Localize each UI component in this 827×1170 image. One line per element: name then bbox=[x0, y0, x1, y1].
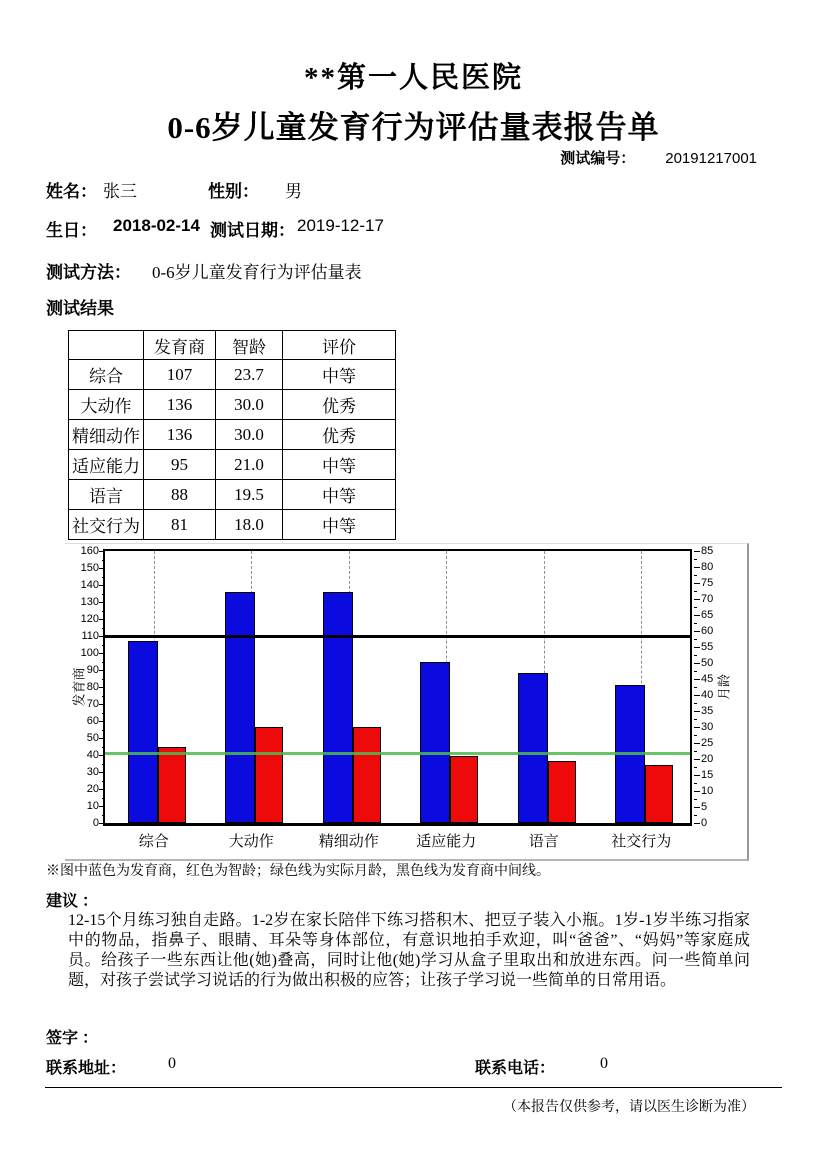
table-row bbox=[69, 450, 396, 480]
table-header-cell: 评价 bbox=[283, 331, 396, 360]
axis-tick-label: 100 bbox=[80, 647, 99, 659]
axis-tick bbox=[99, 619, 105, 620]
result-table bbox=[68, 330, 396, 540]
table-cell: 30.0 bbox=[216, 420, 283, 450]
axis-minor-tick bbox=[694, 671, 697, 672]
axis-tick-label: 80 bbox=[86, 681, 99, 693]
axis-tick bbox=[99, 602, 105, 603]
table-cell: 优秀 bbox=[283, 420, 396, 450]
axis-tick-label: 0 bbox=[701, 817, 708, 829]
phone-label: 联系电话： bbox=[475, 1060, 556, 1077]
axis-tick-label: 75 bbox=[701, 577, 714, 589]
table-cell: 中等 bbox=[283, 360, 396, 390]
axis-minor-tick bbox=[694, 719, 697, 720]
axis-minor-tick bbox=[102, 645, 105, 646]
address-label: 联系地址： bbox=[46, 1060, 127, 1077]
axis-tick-label: 10 bbox=[701, 785, 714, 797]
axis-minor-tick bbox=[102, 730, 105, 731]
name-gender-row bbox=[0, 177, 827, 199]
axis-tick bbox=[99, 653, 105, 654]
axis-tick-label: 55 bbox=[701, 641, 714, 653]
bar-ma bbox=[158, 747, 186, 823]
left-axis-title: 发育商 bbox=[71, 667, 87, 707]
table-cell: 88 bbox=[144, 480, 216, 510]
gender-label: 性别： bbox=[208, 182, 259, 201]
table-cell: 中等 bbox=[283, 450, 396, 480]
axis-tick-label: 70 bbox=[86, 698, 99, 710]
axis-tick bbox=[99, 721, 105, 722]
axis-minor-tick bbox=[694, 591, 697, 592]
axis-tick bbox=[99, 585, 105, 586]
dq-mid-line bbox=[105, 635, 690, 638]
birthday-value: 2018-02-14 bbox=[113, 216, 200, 235]
phone-value: 0 bbox=[600, 1055, 608, 1072]
bar-dq bbox=[128, 641, 158, 823]
chart-plot bbox=[103, 549, 692, 826]
bar-ma bbox=[255, 727, 283, 823]
bar-ma bbox=[548, 761, 576, 823]
table-cell: 社交行为 bbox=[69, 510, 144, 540]
axis-tick bbox=[99, 738, 105, 739]
birthday-label: 生日： bbox=[46, 221, 97, 240]
axis-tick bbox=[694, 551, 700, 552]
axis-minor-tick bbox=[102, 594, 105, 595]
axis-tick bbox=[99, 823, 105, 824]
table-row bbox=[69, 510, 396, 540]
axis-minor-tick bbox=[694, 607, 697, 608]
axis-tick bbox=[694, 583, 700, 584]
axis-tick-label: 5 bbox=[701, 801, 708, 813]
table-header-cell: 智龄 bbox=[216, 331, 283, 360]
test-date-value: 2019-12-17 bbox=[297, 216, 384, 235]
bar-dq bbox=[420, 662, 450, 824]
table-header-cell: 发育商 bbox=[144, 331, 216, 360]
axis-minor-tick bbox=[694, 687, 697, 688]
axis-tick bbox=[99, 789, 105, 790]
test-date-label: 测试日期： bbox=[210, 221, 295, 240]
axis-tick bbox=[99, 568, 105, 569]
axis-tick bbox=[99, 687, 105, 688]
category-label: 社交行为 bbox=[611, 834, 672, 850]
axis-minor-tick bbox=[694, 639, 697, 640]
axis-minor-tick bbox=[102, 713, 105, 714]
method-row bbox=[0, 258, 827, 280]
axis-tick-label: 0 bbox=[92, 817, 99, 829]
category-label: 精细动作 bbox=[318, 834, 379, 850]
axis-tick bbox=[99, 755, 105, 756]
bar-dq bbox=[323, 592, 353, 823]
table-cell: 语言 bbox=[69, 480, 144, 510]
axis-tick-label: 30 bbox=[701, 721, 714, 733]
axis-minor-tick bbox=[102, 696, 105, 697]
table-cell: 95 bbox=[144, 450, 216, 480]
birthday-row bbox=[0, 216, 827, 238]
axis-minor-tick bbox=[102, 611, 105, 612]
axis-tick-label: 160 bbox=[80, 545, 99, 557]
table-cell: 18.0 bbox=[216, 510, 283, 540]
table-body bbox=[69, 360, 396, 540]
axis-minor-tick bbox=[694, 623, 697, 624]
table-cell: 优秀 bbox=[283, 390, 396, 420]
axis-tick bbox=[694, 759, 700, 760]
table-row bbox=[69, 360, 396, 390]
name-label: 姓名： bbox=[46, 182, 97, 201]
axis-minor-tick bbox=[102, 577, 105, 578]
result-section-label: 测试结果 bbox=[46, 299, 114, 318]
bar-ma bbox=[645, 765, 673, 823]
axis-tick-label: 25 bbox=[701, 737, 714, 749]
category-label: 综合 bbox=[138, 834, 169, 850]
axis-tick bbox=[99, 772, 105, 773]
table-cell: 21.0 bbox=[216, 450, 283, 480]
name-value: 张三 bbox=[103, 182, 137, 201]
axis-minor-tick bbox=[102, 747, 105, 748]
axis-tick bbox=[694, 711, 700, 712]
method-label: 测试方法： bbox=[46, 263, 131, 282]
table-cell: 136 bbox=[144, 390, 216, 420]
axis-minor-tick bbox=[694, 735, 697, 736]
axis-tick bbox=[694, 631, 700, 632]
axis-tick bbox=[694, 695, 700, 696]
axis-minor-tick bbox=[694, 799, 697, 800]
category-label: 大动作 bbox=[228, 834, 274, 850]
axis-minor-tick bbox=[102, 560, 105, 561]
axis-tick-label: 20 bbox=[86, 783, 99, 795]
table-row bbox=[69, 480, 396, 510]
axis-minor-tick bbox=[694, 703, 697, 704]
axis-tick-label: 30 bbox=[86, 766, 99, 778]
axis-tick-label: 40 bbox=[86, 749, 99, 761]
axis-tick-label: 45 bbox=[701, 673, 714, 685]
axis-tick-label: 70 bbox=[701, 593, 714, 605]
disclaimer: （本报告仅供参考，请以医生诊断为准） bbox=[503, 1100, 755, 1115]
axis-minor-tick bbox=[102, 662, 105, 663]
right-axis-title: 月龄 bbox=[716, 673, 732, 701]
bar-ma bbox=[450, 756, 478, 823]
axis-minor-tick bbox=[694, 575, 697, 576]
table-cell: 精细动作 bbox=[69, 420, 144, 450]
axis-tick-label: 50 bbox=[701, 657, 714, 669]
table-header-cell bbox=[69, 331, 144, 360]
axis-minor-tick bbox=[102, 628, 105, 629]
table-row bbox=[69, 390, 396, 420]
axis-minor-tick bbox=[694, 751, 697, 752]
test-number-row bbox=[0, 147, 757, 168]
axis-minor-tick bbox=[694, 767, 697, 768]
axis-tick-label: 60 bbox=[86, 715, 99, 727]
table-cell: 中等 bbox=[283, 510, 396, 540]
axis-tick-label: 10 bbox=[86, 800, 99, 812]
table-cell: 107 bbox=[144, 360, 216, 390]
axis-tick-label: 65 bbox=[701, 609, 714, 621]
chart-panel bbox=[65, 543, 749, 861]
table-cell: 19.5 bbox=[216, 480, 283, 510]
actual-age-line bbox=[105, 752, 690, 755]
axis-tick bbox=[99, 670, 105, 671]
axis-tick bbox=[99, 704, 105, 705]
axis-tick-label: 80 bbox=[701, 561, 714, 573]
gender-value: 男 bbox=[285, 182, 302, 201]
axis-tick bbox=[694, 567, 700, 568]
axis-tick bbox=[694, 679, 700, 680]
axis-tick bbox=[694, 791, 700, 792]
axis-minor-tick bbox=[694, 559, 697, 560]
axis-tick bbox=[694, 727, 700, 728]
axis-tick-label: 120 bbox=[80, 613, 99, 625]
table-cell: 适应能力 bbox=[69, 450, 144, 480]
axis-minor-tick bbox=[102, 679, 105, 680]
test-number-value: 20191217001 bbox=[665, 150, 757, 167]
axis-tick-label: 60 bbox=[701, 625, 714, 637]
axis-minor-tick bbox=[694, 655, 697, 656]
axis-minor-tick bbox=[102, 781, 105, 782]
axis-tick bbox=[694, 615, 700, 616]
axis-tick-label: 110 bbox=[81, 630, 99, 642]
table-cell: 综合 bbox=[69, 360, 144, 390]
report-title: 0-6岁儿童发育行为评估量表报告单 bbox=[167, 110, 660, 145]
bar-ma bbox=[353, 727, 381, 823]
axis-tick-label: 15 bbox=[701, 769, 714, 781]
signature-label: 签字 ： bbox=[46, 1030, 99, 1047]
axis-minor-tick bbox=[102, 815, 105, 816]
test-number-label: 测试编号： bbox=[560, 151, 636, 167]
table-header-row bbox=[69, 331, 396, 360]
chart-note: ※图中蓝色为发育商，红色为智龄；绿色线为实际月龄，黑色线为发育商中间线。 bbox=[46, 864, 550, 879]
table-row bbox=[69, 420, 396, 450]
bar-dq bbox=[518, 673, 548, 823]
axis-tick bbox=[694, 599, 700, 600]
axis-tick-label: 85 bbox=[701, 545, 714, 557]
divider-line bbox=[45, 1087, 782, 1088]
axis-tick-label: 90 bbox=[86, 664, 99, 676]
axis-tick bbox=[694, 775, 700, 776]
axis-tick-label: 140 bbox=[80, 579, 99, 591]
axis-tick-label: 20 bbox=[701, 753, 714, 765]
category-label: 适应能力 bbox=[416, 834, 477, 850]
method-value: 0-6岁儿童发育行为评估量表 bbox=[152, 263, 362, 282]
axis-tick-label: 40 bbox=[701, 689, 714, 701]
axis-tick-label: 150 bbox=[80, 562, 99, 574]
axis-minor-tick bbox=[102, 764, 105, 765]
axis-tick bbox=[694, 823, 700, 824]
suggestion-text: 12-15个月练习独自走路。1-2岁在家长陪伴下练习搭积木、把豆子装入小瓶。1岁-1岁半练习指家中的物品，指鼻子、眼睛、耳朵等身体部位，有意识地拍手欢迎，叫“爸爸”、“妈妈”等家庭成员。给孩子一些东西让他(她)叠高，同时让他(她)学习从盒子里取出和放进东西。问一些简单问题，对孩子尝试学习说话的行为做出积极的应答；让孩子学习说一些简单的日常用语。 bbox=[68, 912, 750, 989]
axis-minor-tick bbox=[694, 783, 697, 784]
table-cell: 23.7 bbox=[216, 360, 283, 390]
axis-minor-tick bbox=[694, 815, 697, 816]
table-cell: 81 bbox=[144, 510, 216, 540]
bar-dq bbox=[225, 592, 255, 823]
axis-tick-label: 50 bbox=[86, 732, 99, 744]
suggestion-label: 建议 ： bbox=[46, 893, 99, 910]
axis-tick bbox=[694, 663, 700, 664]
axis-tick-label: 35 bbox=[701, 705, 714, 717]
table-cell: 30.0 bbox=[216, 390, 283, 420]
address-value: 0 bbox=[168, 1055, 176, 1072]
axis-tick bbox=[99, 806, 105, 807]
table-cell: 大动作 bbox=[69, 390, 144, 420]
axis-tick bbox=[694, 807, 700, 808]
axis-tick-label: 130 bbox=[80, 596, 99, 608]
table-cell: 136 bbox=[144, 420, 216, 450]
axis-tick bbox=[694, 743, 700, 744]
hospital-title: **第一人民医院 bbox=[303, 62, 523, 94]
table-cell: 中等 bbox=[283, 480, 396, 510]
result-section-row bbox=[0, 294, 827, 316]
axis-tick bbox=[99, 551, 105, 552]
axis-tick bbox=[694, 647, 700, 648]
axis-minor-tick bbox=[102, 798, 105, 799]
category-label: 语言 bbox=[528, 834, 559, 850]
